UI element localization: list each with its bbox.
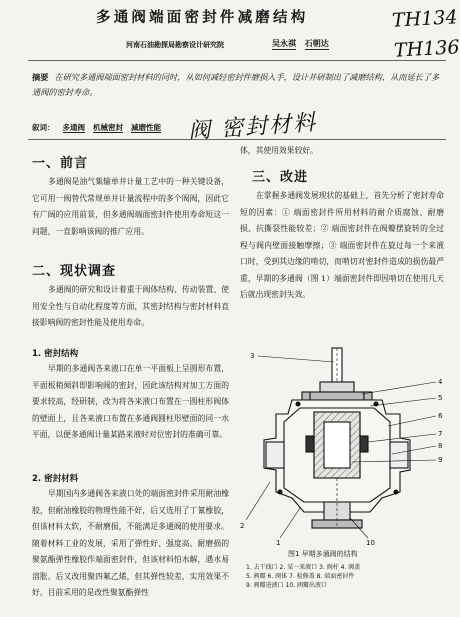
figure-callout: 3 bbox=[250, 352, 255, 360]
section-body bbox=[32, 486, 229, 602]
section-body bbox=[240, 188, 444, 304]
figure-callout: 2 bbox=[240, 522, 245, 530]
section-body bbox=[32, 174, 229, 240]
paragraph: 早期国内多通阀各来液口处的端面密封件采用耐油橡胶，但耐油橡胶的物理性能不好，后又选用了丁氰橡胶，但该材料太软，不耐磨损，不能满足多通阀的使用要求。随着材料工业的发展，采用了弹性好、强度高、耐磨损的聚氨酯弹性橡胶作端面密封件，但该材料怕水解，遇水易溶胀。后又改用聚四氟乙烯，但其弹性较差，实用效果不好。目前采用的是改性聚氨酯弹性 bbox=[32, 489, 229, 597]
abstract-rule bbox=[28, 139, 446, 140]
figure-callout: 10 bbox=[366, 539, 375, 546]
abstract bbox=[32, 70, 444, 100]
abstract-label: 摘要 bbox=[32, 72, 49, 82]
figure-legend-line: 5. 阀瓣 6. 阀体 7. 检修盖 8. 端面密封件 bbox=[246, 573, 355, 580]
figure-legend-line: 9. 阀瓣进液口 10. 阀瓣出液口 bbox=[246, 582, 327, 589]
author-name: 吴永祺 bbox=[272, 39, 296, 48]
paragraph: 早期的多通阀各来液口在单一平面板上呈圆形布置，平面板稍倾斜即影响阀的密封，因此该结构对加工方面的要求较高，经研制，改为将各来液口布置在一圆柱形阀体的壁面上，且各来液口布置在多通阀圆柱形壁面的同一水平面，以便多通阀计量某路来液时对位密封的准确可靠。 bbox=[32, 364, 229, 439]
section-body bbox=[32, 282, 229, 332]
section-heading: 三、改进 bbox=[252, 170, 309, 185]
figure-callout: 9 bbox=[438, 456, 443, 464]
figure-caption: 图1 早期多通阀的结构 bbox=[288, 550, 358, 558]
figure-callout: 4 bbox=[438, 378, 443, 386]
abstract-text: 在研究多通阀端面密封材料的同时，从如何减轻密封件磨损入手，设计并研制出了减磨结构，从而延长了多通阀的密封寿命。 bbox=[32, 72, 440, 97]
keyword: 多通阀 bbox=[62, 123, 85, 132]
paper-title: 多通阀端面密封件减磨结构 bbox=[96, 10, 309, 26]
paragraph: 体，其使用效果较好。 bbox=[240, 146, 318, 155]
header-rule bbox=[28, 60, 446, 61]
keywords-label: 叙词： bbox=[32, 123, 55, 132]
handwritten-classification-code: TH134 bbox=[391, 6, 459, 32]
section-body bbox=[32, 361, 229, 444]
subsection-heading: 1. 密封结构 bbox=[32, 349, 79, 359]
author-affiliation: 河南石油勘探局勘察设计研究院 bbox=[126, 41, 224, 49]
handwritten-classification-code: TH136 bbox=[393, 36, 460, 62]
section-heading: 二、现状调查 bbox=[32, 264, 117, 279]
subsection-heading: 2. 密封材料 bbox=[32, 474, 79, 484]
handwritten-keyword-note: 阀 密封材料 bbox=[187, 110, 318, 145]
figure-callout: 8 bbox=[438, 442, 443, 450]
figure-legend-line: 1. 去干线口 2. 某一来液口 3. 阀杆 4. 阀盖 bbox=[246, 564, 361, 571]
figure-callout: 6 bbox=[438, 412, 443, 420]
valve-cross-section-figure bbox=[240, 342, 446, 546]
author-list bbox=[272, 38, 335, 49]
paragraph: 多通阀是油气集输单井计量工艺中的一种关键设备，它可用一阀替代常规单井计量流程中的多个阀阀，因此它有广阔的应用前景，但多通阀端面密封件使用寿命短这一问题，一直影响该阀的推广应用。 bbox=[32, 177, 229, 236]
section-heading: 一、前言 bbox=[32, 156, 89, 171]
figure-legend bbox=[246, 562, 360, 589]
keywords bbox=[32, 122, 169, 133]
figure-callout: 5 bbox=[438, 394, 443, 402]
keyword: 减磨性能 bbox=[131, 123, 161, 132]
column-continuation bbox=[240, 143, 444, 160]
paragraph: 在掌握多通阀发展现状的基础上，首先分析了密封寿命短的因素：① 端面密封件所用材料的耐介质腐蚀、耐磨损、抗撕裂性能较差；② 端面密封件在阀瓣摆旋转的全过程与阀内壁面接触摩擦；③ 端面密封件在旋过每一个来液口时，受到其边缘的啃切，而啃切对密封件造成的损伤最严重，早期的多通阀（图 1）端面密封件即因啃切在使用几天后就出现密封失效。 bbox=[240, 191, 444, 299]
author-name: 石朝达 bbox=[304, 39, 329, 48]
figure-callout: 1 bbox=[276, 539, 281, 546]
paragraph: 多通阀的研究和设计着重于阀体结构、传动装置、使用安全性与自动化程度等方面，其密封结构与密封材料直接影响阀的密封性能及使用寿命。 bbox=[32, 285, 229, 327]
keyword: 机械密封 bbox=[93, 123, 123, 132]
figure-callout: 7 bbox=[438, 430, 443, 438]
